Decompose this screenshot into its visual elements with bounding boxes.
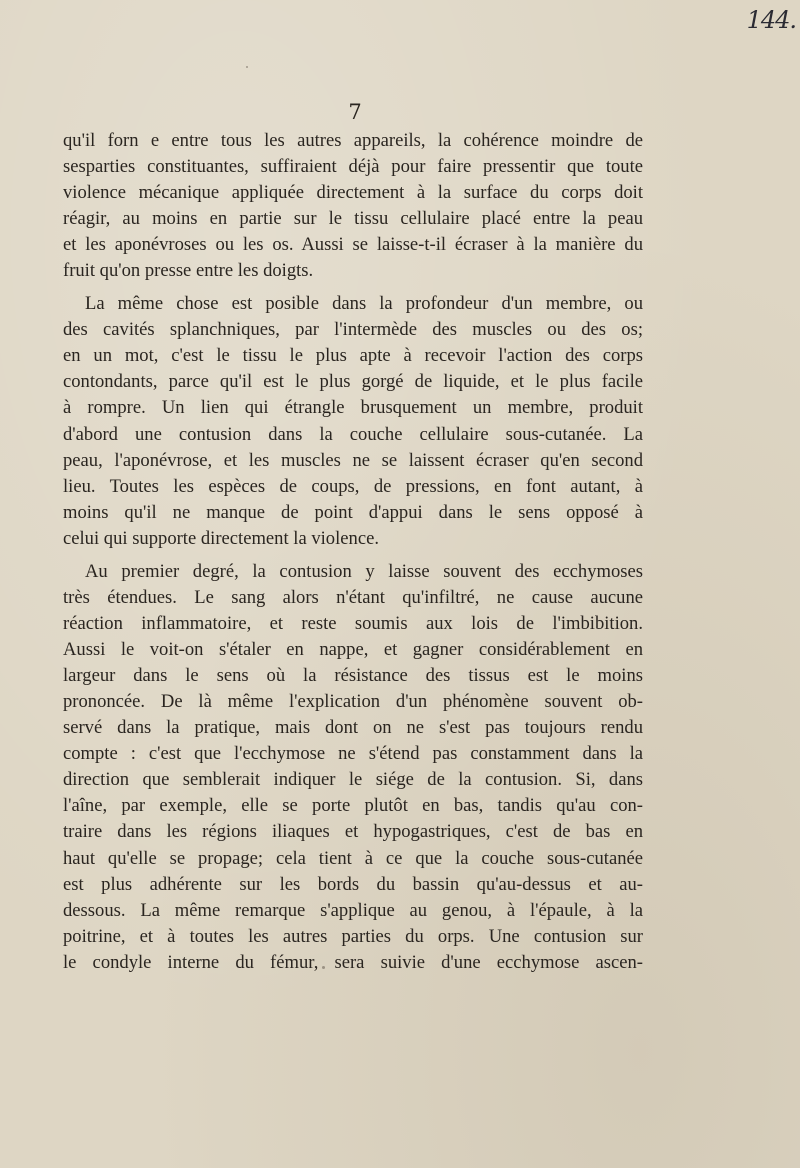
paragraph-3 <box>63 559 643 977</box>
text-line: violence mécanique appliquée directement à la surface du corps doit <box>63 182 643 204</box>
text-line: contondants, parce qu'il est le plus gorgé de liquide, et le plus facile <box>63 371 643 393</box>
text-line: très étendues. Le sang alors n'étant qu'infiltré, ne cause aucune <box>63 586 643 608</box>
text-line: poitrine, et à toutes les autres parties du orps. Une contusion sur <box>63 925 643 947</box>
text-line: La même chose est posible dans la profondeur d'un membre, ou <box>85 293 643 315</box>
text-line: à rompre. Un lien qui étrangle brusquement un membre, produit <box>63 397 643 419</box>
text-line: le condyle interne du fémur, sera suivie d'une ecchymose ascen- <box>63 951 643 973</box>
paper-speck <box>322 966 325 969</box>
text-line: est plus adhérente sur les bords du bassin qu'au-dessus et au- <box>63 873 643 895</box>
paragraph-2 <box>63 291 643 552</box>
text-line: traire dans les régions iliaques et hypogastriques, c'est de bas en <box>63 821 643 843</box>
text-line: qu'il forn e entre tous les autres appareils, la cohérence moindre de <box>63 130 643 151</box>
paper-speck <box>246 66 248 68</box>
text-line: fruit qu'on presse entre les doigts. <box>63 260 314 282</box>
text-line: peau, l'aponévrose, et les muscles ne se laissent écraser qu'en second <box>63 449 643 471</box>
text-line: d'abord une contusion dans la couche cellulaire sous-cutanée. La <box>63 423 643 445</box>
text-line: compte : c'est que l'ecchymose ne s'étend pas constamment dans la <box>63 743 643 765</box>
text-line: dessous. La même remarque s'applique au genou, à l'épaule, à la <box>63 899 643 921</box>
text-line: celui qui supporte directement la violence. <box>63 527 379 549</box>
text-line: haut qu'elle se propage; cela tient à ce que la couche sous-cutanée <box>63 847 643 869</box>
page-number: 7 <box>348 100 362 124</box>
text-line: moins qu'il ne manque de point d'appui dans le sens opposé à <box>63 501 643 523</box>
text-line: l'aîne, par exemple, elle se porte plutôt en bas, tandis qu'au con- <box>63 795 643 817</box>
text-line: lieu. Toutes les espèces de coups, de pressions, en font autant, à <box>63 475 643 497</box>
text-line: et les aponévroses ou les os. Aussi se laisse-t-il écraser à la manière du <box>63 234 643 256</box>
text-line: réaction inflammatoire, et reste soumis aux lois de l'imbibition. <box>63 612 643 634</box>
text-line: servé dans la pratique, mais dont on ne s'est pas toujours rendu <box>63 717 643 739</box>
handwritten-folio-number: 144. <box>746 6 796 34</box>
text-line: réagir, au moins en partie sur le tissu cellulaire placé entre la peau <box>63 208 643 230</box>
text-line: Aussi le voit-on s'étaler en nappe, et gagner considérablement en <box>63 638 643 660</box>
body-text <box>63 128 643 983</box>
text-line: Au premier degré, la contusion y laisse souvent des ecchymoses <box>85 560 643 582</box>
text-line: direction que semblerait indiquer le siége de la contusion. Si, dans <box>63 769 643 791</box>
text-line: sesparties constituantes, suffiraient déjà pour faire pressentir que toute <box>63 156 643 178</box>
text-line: en un mot, c'est le tissu le plus apte à recevoir l'action des corps <box>63 345 643 367</box>
text-line: des cavités splanchniques, par l'intermède des muscles ou des os; <box>63 319 643 341</box>
text-line: prononcée. De là même l'explication d'un phénomène souvent ob- <box>63 690 643 712</box>
paragraph-1 <box>63 128 643 285</box>
text-line: largeur dans le sens où la résistance des tissus est le moins <box>63 664 643 686</box>
